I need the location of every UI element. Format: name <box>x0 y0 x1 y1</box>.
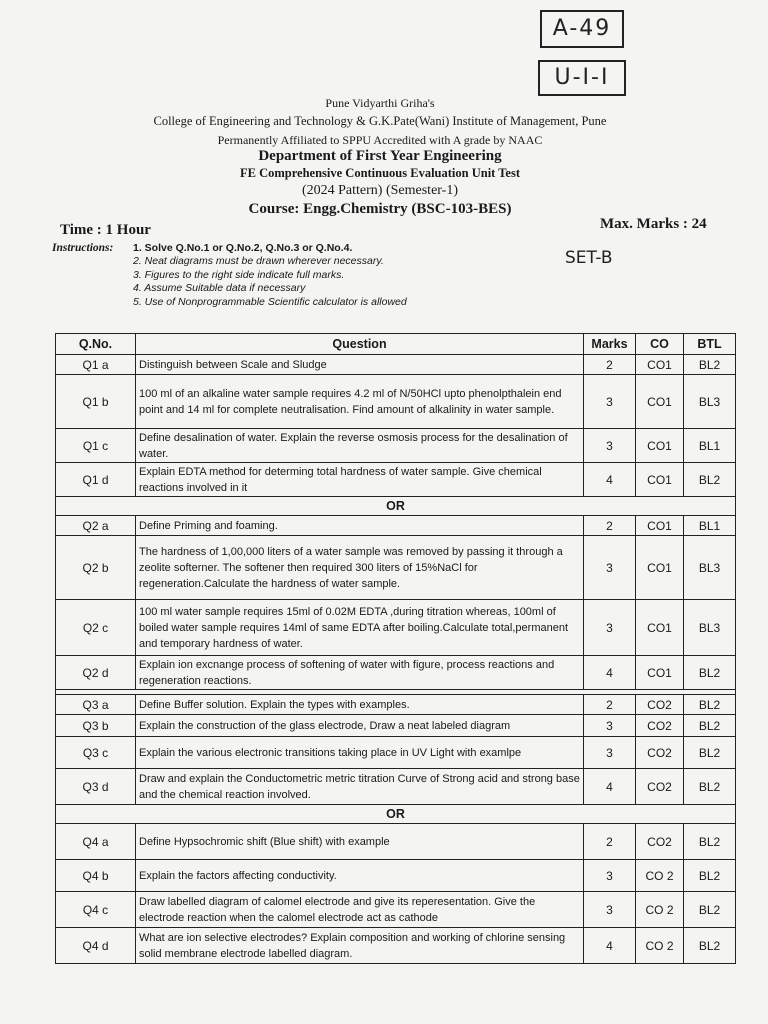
question-marks: 3 <box>584 860 636 892</box>
instruction-item: 4. Assume Suitable data if necessary <box>133 282 306 295</box>
question-co: CO1 <box>636 536 684 600</box>
question-text: Draw labelled diagram of calomel electrode and give its reperesentation. Give the electrode reaction when the calomel electrode act as cathode <box>136 892 584 928</box>
question-text: Define Priming and foaming. <box>136 516 584 536</box>
header-btl: BTL <box>684 334 736 355</box>
question-marks: 4 <box>584 769 636 805</box>
question-btl: BL1 <box>684 516 736 536</box>
question-co: CO1 <box>636 463 684 497</box>
question-text: Explain EDTA method for determing total hardness of water sample. Give chemical reactions involved in it <box>136 463 584 497</box>
question-number: Q4 b <box>56 860 136 892</box>
table-row <box>56 656 736 690</box>
question-text: Explain the various electronic transitions taking place in UV Light with examlpe <box>136 737 584 769</box>
question-marks: 3 <box>584 536 636 600</box>
question-marks: 3 <box>584 375 636 429</box>
instruction-item: 5. Use of Nonprogrammable Scientific calculator is allowed <box>133 295 407 308</box>
question-co: CO 2 <box>636 860 684 892</box>
question-number: Q2 b <box>56 536 136 600</box>
table-row <box>56 860 736 892</box>
question-text: Define Hypsochromic shift (Blue shift) with example <box>136 824 584 860</box>
question-co: CO2 <box>636 769 684 805</box>
question-btl: BL2 <box>684 769 736 805</box>
pattern-line: (2024 Pattern) (Semester-1) <box>301 183 458 198</box>
table-row <box>56 737 736 769</box>
table-row <box>56 715 736 737</box>
course-title: Course: Engg.Chemistry (BSC-103-BES) <box>248 201 512 217</box>
question-btl: BL2 <box>684 715 736 737</box>
question-btl: BL2 <box>684 463 736 497</box>
question-text: Explain the construction of the glass electrode, Draw a neat labeled diagram <box>136 715 584 737</box>
question-btl: BL2 <box>684 656 736 690</box>
question-number: Q2 c <box>56 600 136 656</box>
table-row <box>56 824 736 860</box>
table-header-row <box>56 334 736 355</box>
instructions-label: Instructions: <box>52 242 114 254</box>
table-row <box>56 355 736 375</box>
department-title: Department of First Year Engineering <box>258 148 502 164</box>
handwritten-unit-box: U-I-I <box>538 60 626 96</box>
question-marks: 3 <box>584 737 636 769</box>
question-marks: 3 <box>584 892 636 928</box>
or-label: OR <box>56 805 736 824</box>
time-label: Time : 1 Hour <box>60 222 151 238</box>
question-marks: 4 <box>584 928 636 964</box>
affiliation-line: Permanently Affiliated to SPPU Accredited with A grade by NAAC <box>217 133 543 147</box>
table-row <box>56 429 736 463</box>
question-btl: BL3 <box>684 375 736 429</box>
question-number: Q3 d <box>56 769 136 805</box>
question-number: Q2 d <box>56 656 136 690</box>
question-number: Q4 c <box>56 892 136 928</box>
question-number: Q1 d <box>56 463 136 497</box>
question-co: CO2 <box>636 737 684 769</box>
question-btl: BL2 <box>684 892 736 928</box>
question-co: CO1 <box>636 600 684 656</box>
question-btl: BL2 <box>684 860 736 892</box>
question-number: Q1 a <box>56 355 136 375</box>
question-number: Q3 b <box>56 715 136 737</box>
question-number: Q1 b <box>56 375 136 429</box>
table-row <box>56 928 736 964</box>
instructions-list <box>133 242 407 309</box>
question-text: Explain ion excnange process of softening of water with figure, process reactions and regeneration reactions. <box>136 656 584 690</box>
question-text: 100 ml water sample requires 15ml of 0.02M EDTA ,during titration whereas, 100ml of boiled water sample requires 14ml of same EDTA after boiling.Calculate total,permanent and temporary hardness of water. <box>136 600 584 656</box>
question-marks: 3 <box>584 600 636 656</box>
question-co: CO 2 <box>636 892 684 928</box>
college-name: College of Engineering and Technology & G.K.Pate(Wani) Institute of Management, Pune <box>153 114 607 128</box>
question-btl: BL2 <box>684 928 736 964</box>
question-btl: BL2 <box>684 824 736 860</box>
table-row <box>56 536 736 600</box>
question-marks: 2 <box>584 516 636 536</box>
question-number: Q4 d <box>56 928 136 964</box>
table-row <box>56 516 736 536</box>
max-marks-label: Max. Marks : 24 <box>600 216 707 232</box>
header-marks: Marks <box>584 334 636 355</box>
question-co: CO1 <box>636 516 684 536</box>
question-number: Q3 a <box>56 695 136 715</box>
question-text: Define desalination of water. Explain the reverse osmosis process for the desalination of water. <box>136 429 584 463</box>
question-number: Q2 a <box>56 516 136 536</box>
handwritten-code-box: A-49 <box>540 10 624 48</box>
or-divider-row <box>56 497 736 516</box>
question-btl: BL2 <box>684 355 736 375</box>
test-title: FE Comprehensive Continuous Evaluation Unit Test <box>239 166 521 180</box>
question-co: CO1 <box>636 375 684 429</box>
or-divider-row <box>56 805 736 824</box>
question-btl: BL3 <box>684 536 736 600</box>
table-row <box>56 769 736 805</box>
question-text: Distinguish between Scale and Sludge <box>136 355 584 375</box>
question-text: 100 ml of an alkaline water sample requires 4.2 ml of N/50HCl upto phenolpthalein end point and 14 ml for complete neutralisation. Find amount of alkalinity in water sample. <box>136 375 584 429</box>
question-text: Define Buffer solution. Explain the types with examples. <box>136 695 584 715</box>
header-qno: Q.No. <box>56 334 136 355</box>
question-number: Q1 c <box>56 429 136 463</box>
header-question: Question <box>136 334 584 355</box>
instruction-item: 1. Solve Q.No.1 or Q.No.2, Q.No.3 or Q.No.4. <box>133 242 353 254</box>
question-co: CO2 <box>636 715 684 737</box>
question-marks: 2 <box>584 355 636 375</box>
question-text: The hardness of 1,00,000 liters of a water sample was removed by passing it through a zeolite softerner. The softener then required 300 liters of 15%NaCl for regeneration.Calculate the hardness of water sample. <box>136 536 584 600</box>
question-btl: BL1 <box>684 429 736 463</box>
question-text: Explain the factors affecting conductivity. <box>136 860 584 892</box>
handwritten-set-label: SET-B <box>565 248 613 268</box>
question-co: CO2 <box>636 695 684 715</box>
table-row <box>56 695 736 715</box>
question-co: CO 2 <box>636 928 684 964</box>
question-text: What are ion selective electrodes? Explain composition and working of chlorine sensing solid membrane electrode labelled diagram. <box>136 928 584 964</box>
table-row <box>56 375 736 429</box>
question-text: Draw and explain the Conductometric metric titration Curve of Strong acid and strong base and the chemical reaction involved. <box>136 769 584 805</box>
instruction-item: 3. Figures to the right side indicate full marks. <box>133 268 345 281</box>
institution-name: Pune Vidyarthi Griha's <box>325 96 435 110</box>
question-marks: 3 <box>584 429 636 463</box>
question-co: CO2 <box>636 824 684 860</box>
table-row <box>56 463 736 497</box>
question-co: CO1 <box>636 429 684 463</box>
question-marks: 4 <box>584 463 636 497</box>
question-number: Q4 a <box>56 824 136 860</box>
or-label: OR <box>56 497 736 516</box>
question-marks: 3 <box>584 715 636 737</box>
question-btl: BL2 <box>684 695 736 715</box>
question-marks: 2 <box>584 824 636 860</box>
question-btl: BL2 <box>684 737 736 769</box>
question-marks: 4 <box>584 656 636 690</box>
question-marks: 2 <box>584 695 636 715</box>
question-co: CO1 <box>636 355 684 375</box>
table-row <box>56 600 736 656</box>
question-table <box>55 333 736 964</box>
header-co: CO <box>636 334 684 355</box>
instruction-item: 2. Neat diagrams must be drawn wherever necessary. <box>133 255 384 268</box>
question-co: CO1 <box>636 656 684 690</box>
question-btl: BL3 <box>684 600 736 656</box>
table-row <box>56 892 736 928</box>
question-number: Q3 c <box>56 737 136 769</box>
